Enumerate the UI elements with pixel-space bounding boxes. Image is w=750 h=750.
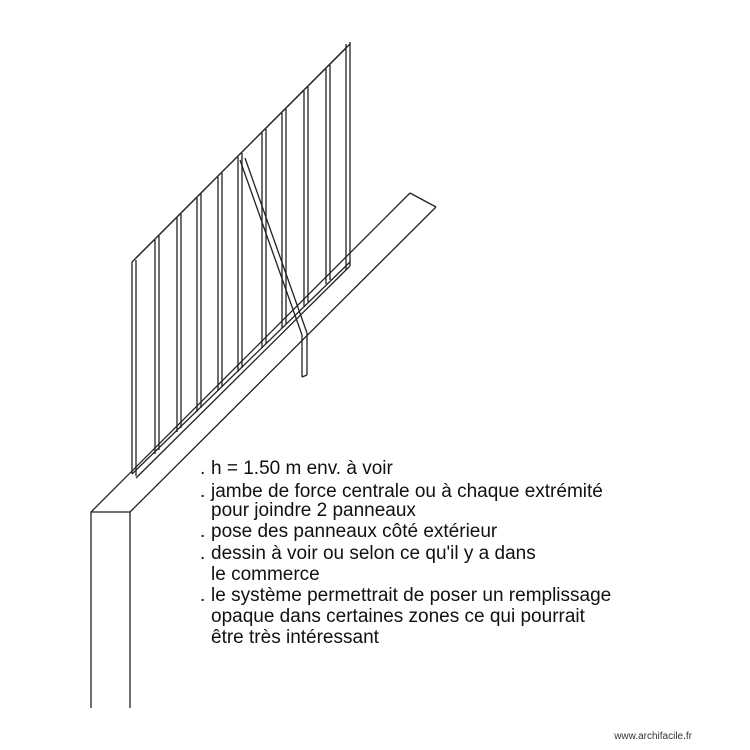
note-line [200,564,320,585]
note-bullet: . [200,585,206,606]
note-text: pose des panneaux côté extérieur [211,521,498,542]
note-line [200,500,416,521]
note-text: h = 1.50 m env. à voir [211,458,393,479]
wall-end-edge [410,193,436,207]
brace-foot-end [302,375,307,377]
fence-panel [132,42,350,478]
note-text: jambe de force centrale ou à chaque extrémité [211,481,603,502]
note-bullet: . [200,458,206,479]
note-bullet: . [200,481,206,502]
panel-bottom-rail [132,262,350,474]
note-bullet: . [200,521,206,542]
note-line [200,458,393,479]
note-bullet: . [200,543,206,564]
panel-bottom-rail-inner [136,266,350,478]
brace-strut [240,158,307,377]
note-text: être très intéressant [211,627,379,648]
note-text: opaque dans certaines zones ce qui pourrait [211,606,585,627]
note-line [200,481,603,502]
note-text: le système permettrait de poser un remplissage [211,585,612,606]
brace-strut-edge [240,160,302,335]
note-line [200,585,611,606]
note-text: le commerce [211,564,320,585]
panel-top-rail-inner [136,44,350,258]
note-text: dessin à voir ou selon ce qu'il y a dans [211,543,536,564]
brace-strut-edge [245,158,307,333]
note-line [200,627,379,648]
note-line [200,606,585,627]
watermark-text: www.archifacile.fr [614,731,692,742]
note-line [200,521,497,542]
note-line [200,543,536,564]
note-text: pour joindre 2 panneaux [211,500,416,521]
